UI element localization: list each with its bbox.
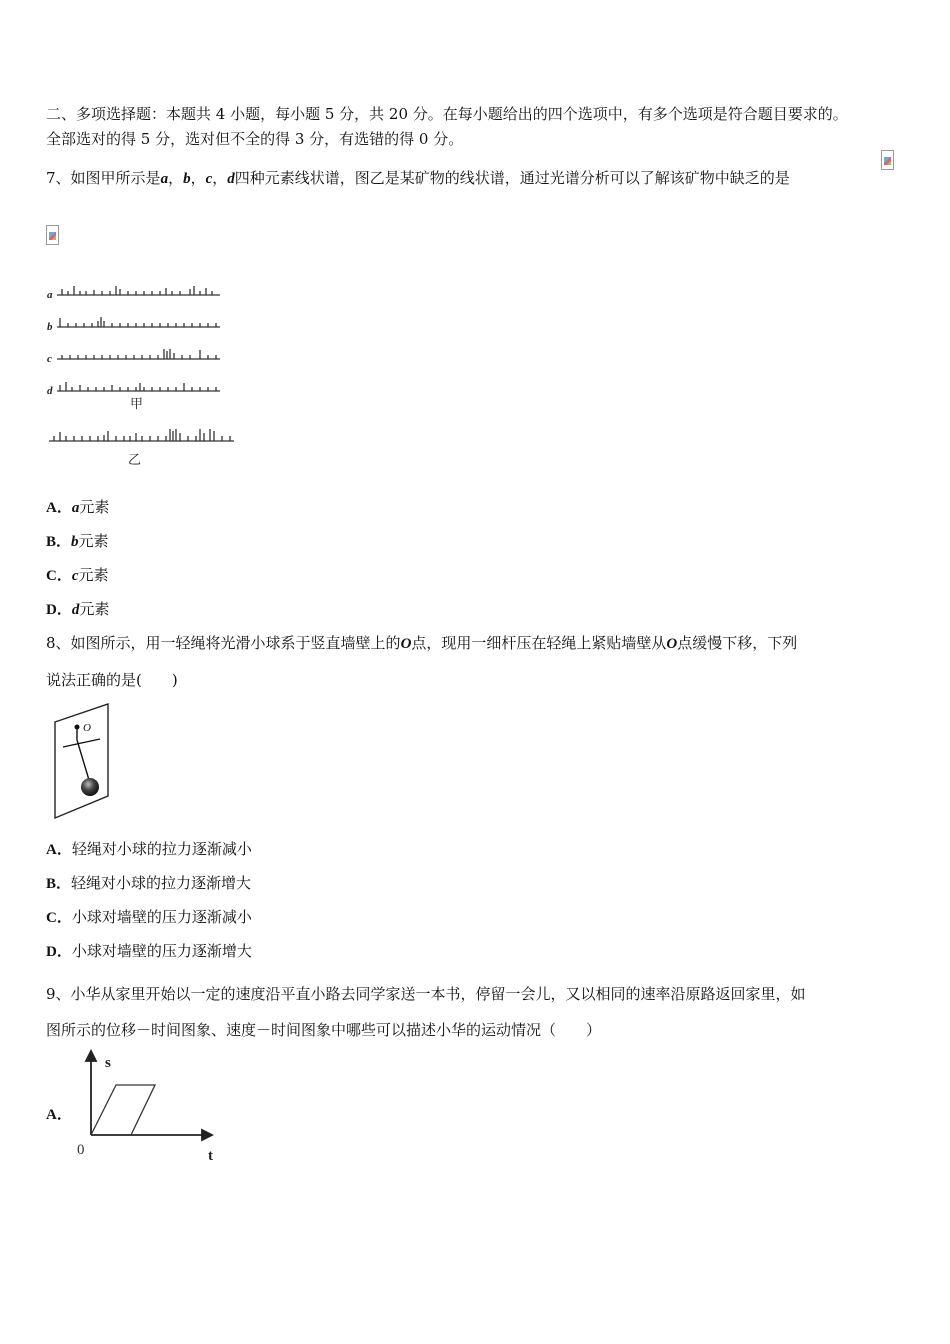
- option-var: c: [71, 568, 79, 584]
- q7-sep: ，: [212, 169, 228, 187]
- y-axis-label: s: [105, 1055, 111, 1071]
- option-letter: A．: [46, 842, 72, 858]
- q9-stem-line2: 图所示的位移－时间图象、速度－时间图象中哪些可以描述小华的运动情况（ ）: [46, 1021, 602, 1039]
- q8-stem-line2: 说法正确的是( ): [46, 671, 178, 689]
- q7-var-a: a: [160, 171, 169, 187]
- spectrum-label-a: a: [47, 289, 53, 301]
- option-text: 轻绳对小球的拉力逐渐增大: [71, 874, 252, 892]
- spectrum-lines-b: [60, 317, 216, 327]
- q8-text-post: 点缓慢下移，下列: [677, 634, 798, 652]
- q7-option-d[interactable]: [46, 598, 109, 619]
- option-var: a: [71, 500, 80, 516]
- q8-stem-line1: [46, 632, 797, 653]
- q8-text-mid: 点，现用一细杆压在轻绳上紧贴墙壁从: [411, 634, 667, 652]
- q7-number: 7、: [46, 169, 71, 187]
- option-letter: B．: [46, 534, 72, 550]
- option-text: 小球对墙壁的压力逐渐增大: [71, 942, 252, 960]
- q8-var-o: O: [666, 636, 678, 652]
- option-var: d: [71, 602, 80, 618]
- caption-yi: 乙: [128, 452, 142, 467]
- broken-image-icon: [46, 225, 59, 245]
- q8-option-c[interactable]: [46, 906, 252, 927]
- q9-number: 9、: [46, 985, 71, 1003]
- option-text: 元素: [79, 498, 110, 516]
- label-o: O: [83, 722, 91, 734]
- option-letter: D．: [46, 944, 72, 960]
- option-text: 轻绳对小球的拉力逐渐减小: [71, 840, 252, 858]
- option-letter: D．: [46, 602, 72, 618]
- q8-option-d[interactable]: [46, 940, 252, 961]
- section-header-line2: 全部选对的得 5 分，选对但不全的得 3 分，有选错的得 0 分。: [46, 130, 464, 148]
- option-letter: A．: [46, 500, 72, 516]
- q9-option-a[interactable]: [46, 1103, 72, 1124]
- q7-var-b: b: [183, 171, 191, 187]
- option-text: 小球对墙壁的压力逐渐减小: [71, 908, 252, 926]
- q7-option-c[interactable]: [46, 564, 109, 585]
- q7-var-d: d: [227, 171, 235, 187]
- caption-jia: 甲: [130, 396, 144, 411]
- q8-wall-ball-figure: [50, 700, 115, 824]
- spectrum-lines-a: [62, 286, 212, 295]
- q7-var-c: c: [205, 171, 213, 187]
- option-text: 元素: [78, 532, 109, 550]
- origin-label: 0: [77, 1142, 85, 1158]
- spectrum-label-c: c: [47, 353, 52, 365]
- wall-plane: [55, 704, 108, 818]
- q7-option-b[interactable]: [46, 530, 109, 551]
- q9-stem-line1: [46, 983, 806, 1004]
- option-letter: B．: [46, 876, 72, 892]
- x-axis-label: t: [208, 1148, 213, 1164]
- spectrum-lines-d: [60, 382, 216, 391]
- option-letter: C．: [46, 910, 72, 926]
- q7-sep: ，: [168, 169, 184, 187]
- y-axis-arrow: [86, 1051, 96, 1061]
- spectrum-lines-c: [62, 349, 216, 359]
- option-letter: C．: [46, 568, 72, 584]
- section-header-line1: 二、多项选择题：本题共 4 小题，每小题 5 分，共 20 分。在每小题给出的四个选项中，有多个选项是符合题目要求的。: [46, 105, 848, 123]
- q7-sep: ，: [190, 169, 206, 187]
- q9-graph-a: [72, 1048, 222, 1166]
- ball: [81, 778, 99, 796]
- spectrum-label-b: b: [47, 321, 53, 333]
- x-axis-arrow: [202, 1130, 212, 1140]
- q7-spectrum-figure: [44, 280, 244, 470]
- q7-text-post: 四种元素线状谱，图乙是某矿物的线状谱，通过光谱分析可以了解该矿物中缺乏的是: [234, 169, 790, 187]
- q8-number: 8、: [46, 634, 71, 652]
- q7-text-pre: 如图甲所示是: [70, 169, 161, 187]
- option-text: 元素: [79, 600, 110, 618]
- q8-text-pre: 如图所示，用一轻绳将光滑小球系于竖直墙壁上的: [70, 634, 401, 652]
- q8-option-b[interactable]: [46, 872, 251, 893]
- spectrum-label-d: d: [47, 385, 53, 397]
- q9-text1: 小华从家里开始以一定的速度沿平直小路去同学家送一本书，停留一会儿，又以相同的速率沿原路返回家里，如: [70, 985, 806, 1003]
- option-text: 元素: [78, 566, 109, 584]
- q7-stem: [46, 167, 790, 188]
- q7-option-a[interactable]: [46, 496, 109, 517]
- s-t-polyline: [91, 1085, 155, 1135]
- q8-option-a[interactable]: [46, 838, 252, 859]
- spectrum-lines-yi: [54, 429, 230, 441]
- option-letter: A．: [46, 1107, 72, 1123]
- option-var: b: [71, 534, 79, 550]
- broken-image-icon: [881, 150, 894, 170]
- q8-var-o: O: [400, 636, 412, 652]
